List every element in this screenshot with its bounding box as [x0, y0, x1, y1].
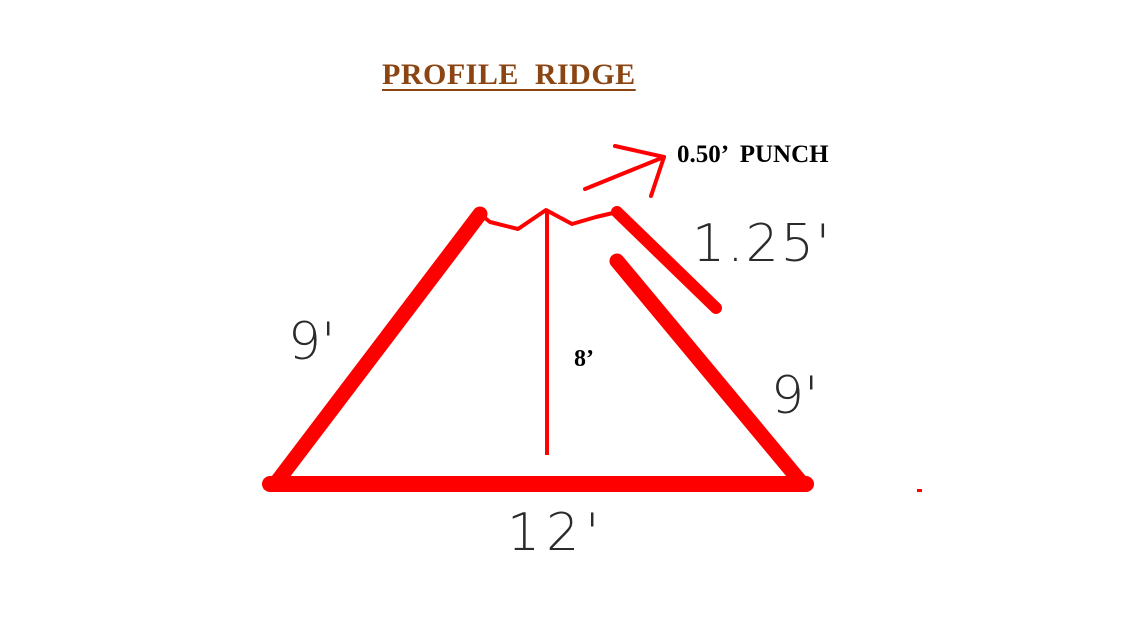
height-dimension: 8’: [574, 346, 594, 372]
punch-arrow-head: [615, 146, 664, 196]
top-segment-dimension: 1.25': [692, 214, 833, 274]
left-side-dimension: 9': [288, 312, 336, 372]
punch-arrow-shaft: [585, 157, 664, 189]
diagram-title: PROFILE RIDGE: [382, 58, 636, 91]
punch-annotation: 0.50’ PUNCH: [677, 141, 829, 168]
right-side-dimension: 9': [771, 366, 819, 426]
stray-dot: [917, 489, 922, 492]
base-dimension: 12': [507, 503, 606, 563]
